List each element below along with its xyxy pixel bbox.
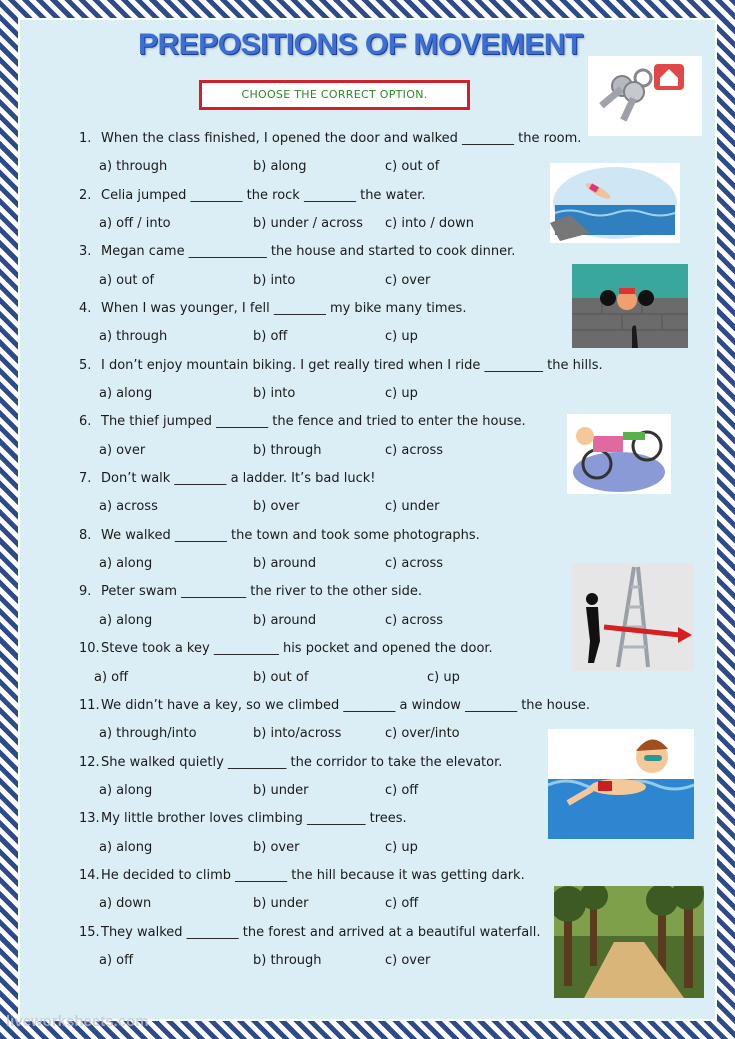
question-5: 5. I don’t enjoy mountain biking. I get really tired when I ride _________ the hills.: [79, 358, 603, 373]
option-a[interactable]: a) along: [99, 613, 153, 628]
option-b[interactable]: b) into: [253, 273, 296, 288]
option-c[interactable]: c) off: [385, 896, 419, 911]
question-text: Steve took a key __________ his pocket and opened the door.: [101, 641, 493, 656]
question-2: 2. Celia jumped ________ the rock ________ the water.: [79, 188, 426, 203]
question-text: I don’t enjoy mountain biking. I get really tired when I ride _________ the hills.: [101, 358, 603, 373]
keys-icon: [588, 56, 702, 136]
option-a[interactable]: a) along: [99, 783, 153, 798]
question-12: 12.She walked quietly _________ the corridor to take the elevator.: [79, 755, 503, 770]
option-c[interactable]: c) up: [385, 386, 418, 401]
option-b[interactable]: b) under: [253, 783, 309, 798]
option-c[interactable]: c) across: [385, 613, 444, 628]
option-c[interactable]: c) over: [385, 953, 431, 968]
question-8: 8. We walked ________ the town and took some photographs.: [79, 528, 480, 543]
option-b[interactable]: b) under: [253, 896, 309, 911]
option-b[interactable]: b) out of: [253, 670, 309, 685]
question-7: 7. Don’t walk ________ a ladder. It’s bad luck!: [79, 471, 376, 486]
diver-icon: [550, 163, 680, 243]
question-10: 10.Steve took a key __________ his pocket and opened the door.: [79, 641, 493, 656]
option-c[interactable]: c) across: [385, 556, 444, 571]
question-text: Don’t walk ________ a ladder. It’s bad luck!: [101, 471, 376, 486]
bike-fall-illustration: [572, 264, 688, 348]
option-c[interactable]: c) into / down: [385, 216, 474, 231]
option-c[interactable]: c) over/into: [385, 726, 460, 741]
question-text: When I was younger, I fell ________ my bike many times.: [101, 301, 467, 316]
question-text: They walked ________ the forest and arrived at a beautiful waterfall.: [101, 925, 541, 940]
option-b[interactable]: b) into/across: [253, 726, 342, 741]
option-c[interactable]: c) up: [385, 329, 418, 344]
option-a[interactable]: a) through: [99, 329, 168, 344]
question-text: Megan came ____________ the house and started to cook dinner.: [101, 244, 516, 259]
option-a[interactable]: a) through/into: [99, 726, 197, 741]
question-text: She walked quietly _________ the corridor to take the elevator.: [101, 755, 503, 770]
option-b[interactable]: b) along: [253, 159, 307, 174]
option-b[interactable]: b) over: [253, 499, 300, 514]
worksheet-title: PREPOSITIONS OF MOVEMENT: [138, 28, 583, 61]
forest-illustration: [554, 886, 704, 998]
option-a[interactable]: a) along: [99, 556, 153, 571]
option-a[interactable]: a) off: [94, 670, 129, 685]
option-b[interactable]: b) off: [253, 329, 288, 344]
diving-illustration: [550, 163, 680, 243]
option-a[interactable]: a) off / into: [99, 216, 171, 231]
option-b[interactable]: b) around: [253, 556, 317, 571]
swimmer-icon: [548, 729, 694, 839]
question-13: 13.My little brother loves climbing _________ trees.: [79, 811, 407, 826]
question-3: 3. Megan came ____________ the house and started to cook dinner.: [79, 244, 516, 259]
option-c[interactable]: c) under: [385, 499, 440, 514]
option-a[interactable]: a) over: [99, 443, 146, 458]
option-b[interactable]: b) into: [253, 386, 296, 401]
option-b[interactable]: b) under / across: [253, 216, 363, 231]
ladder-illustration: [572, 563, 694, 671]
question-text: We didn’t have a key, so we climbed ________ a window ________ the house.: [101, 698, 590, 713]
option-a[interactable]: a) out of: [99, 273, 155, 288]
option-b[interactable]: b) around: [253, 613, 317, 628]
question-15: 15.They walked ________ the forest and arrived at a beautiful waterfall.: [79, 925, 541, 940]
question-text: Celia jumped ________ the rock ________ the water.: [101, 188, 426, 203]
option-a[interactable]: a) across: [99, 499, 158, 514]
question-text: He decided to climb ________ the hill because it was getting dark.: [101, 868, 525, 883]
option-b[interactable]: b) over: [253, 840, 300, 855]
watermark: liveworksheets.com: [6, 1013, 149, 1030]
option-c[interactable]: c) up: [427, 670, 460, 685]
question-text: We walked ________ the town and took some photographs.: [101, 528, 480, 543]
option-c[interactable]: c) up: [385, 840, 418, 855]
question-text: Peter swam __________ the river to the other side.: [101, 584, 423, 599]
ladder-icon: [572, 563, 694, 671]
question-14: 14.He decided to climb ________ the hill because it was getting dark.: [79, 868, 525, 883]
option-a[interactable]: a) through: [99, 159, 168, 174]
swimmer-illustration: [548, 729, 694, 839]
option-c[interactable]: c) across: [385, 443, 444, 458]
question-1: 1. When the class finished, I opened the door and walked ________ the room.: [79, 131, 582, 146]
question-text: When the class finished, I opened the door and walked ________ the room.: [101, 131, 582, 146]
keys-illustration: [588, 56, 702, 136]
option-b[interactable]: b) through: [253, 953, 322, 968]
question-text: The thief jumped ________ the fence and tried to enter the house.: [101, 414, 526, 429]
question-6: 6. The thief jumped ________ the fence and tried to enter the house.: [79, 414, 526, 429]
jumping-kid-icon: [567, 414, 671, 494]
option-a[interactable]: a) down: [99, 896, 152, 911]
option-a[interactable]: a) along: [99, 386, 153, 401]
fence-jump-illustration: [567, 414, 671, 494]
option-a[interactable]: a) off: [99, 953, 134, 968]
forest-path-icon: [554, 886, 704, 998]
question-9: 9. Peter swam __________ the river to the other side.: [79, 584, 423, 599]
question-11: 11.We didn’t have a key, so we climbed ________ a window ________ the house.: [79, 698, 590, 713]
question-4: 4. When I was younger, I fell ________ my bike many times.: [79, 301, 467, 316]
option-b[interactable]: b) through: [253, 443, 322, 458]
cyclist-icon: [572, 264, 688, 348]
option-c[interactable]: c) off: [385, 783, 419, 798]
option-a[interactable]: a) along: [99, 840, 153, 855]
question-text: My little brother loves climbing _________ trees.: [101, 811, 407, 826]
option-c[interactable]: c) over: [385, 273, 431, 288]
instruction-box: CHOOSE THE CORRECT OPTION.: [199, 80, 470, 110]
option-c[interactable]: c) out of: [385, 159, 440, 174]
